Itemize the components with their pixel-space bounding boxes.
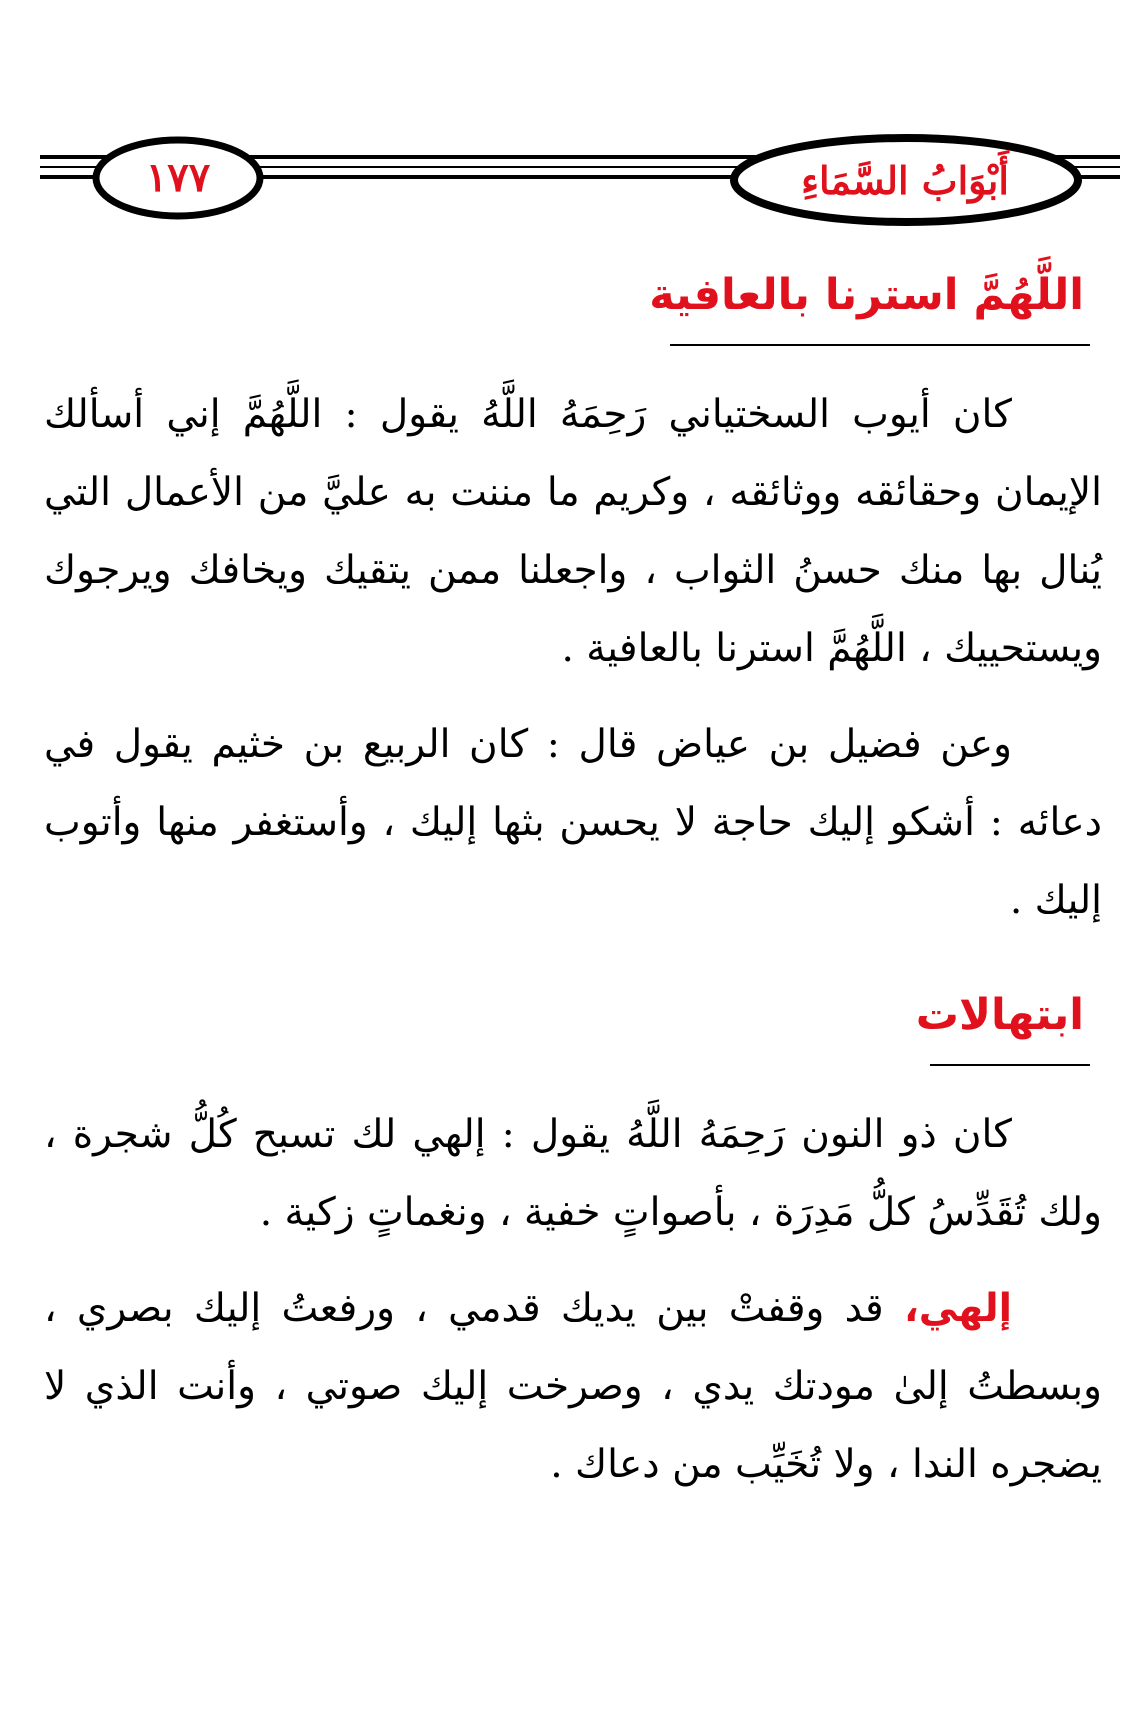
heading-underline-2 bbox=[930, 1064, 1090, 1066]
section-heading-1: اللَّهُمَّ استرنا بالعافية bbox=[649, 270, 1084, 320]
page-number: ١٧٧ bbox=[145, 154, 211, 201]
paragraph-3: كان ذو النون رَحِمَهُ اللَّهُ يقول : إلهي لك تسبح كُلُّ شجرة ، ولك تُقَدِّسُ كلُّ مَدِرَة ، بأصواتٍ خفية ، ونغماتٍ زكية . bbox=[44, 1112, 1102, 1235]
paragraph-4-text: قد وقفتْ بين يديك قدمي ، ورفعتُ إليك بصري ، وبسطتُ إلىٰ مودتك يدي ، وصرخت إليك صوتي ، وأنت الذي لا يضجره الندا ، ولا تُخَيِّب من دعاك . bbox=[44, 1286, 1102, 1487]
page-content bbox=[44, 260, 1102, 1522]
book-title: أَبْوَابُ السَّمَاءِ bbox=[801, 158, 1009, 203]
paragraph-4 bbox=[44, 1270, 1102, 1504]
paragraph-2: وعن فضيل بن عياض قال : كان الربيع بن خثيم يقول في دعائه : أشكو إليك حاجة لا يحسن بثها إليك ، وأستغفر منها وأتوب إليك . bbox=[44, 722, 1102, 923]
paragraph-4-lead-word: إلهي، bbox=[903, 1286, 1012, 1331]
page-header bbox=[40, 125, 1120, 235]
paragraph-1: كان أيوب السختياني رَحِمَهُ اللَّهُ يقول : اللَّهُمَّ إني أسألك الإيمان وحقائقه ووثائقه ، وكريم ما مننت به عليَّ من الأعمال التي يُنال بها منك حسنُ الثواب ، واجعلنا ممن يتقيك ويخافك ويرجوك ويستحييك ، اللَّهُمَّ استرنا بالعافية . bbox=[44, 392, 1102, 671]
section-heading-2: ابتهالات bbox=[915, 990, 1084, 1040]
heading-underline-1 bbox=[670, 344, 1090, 346]
